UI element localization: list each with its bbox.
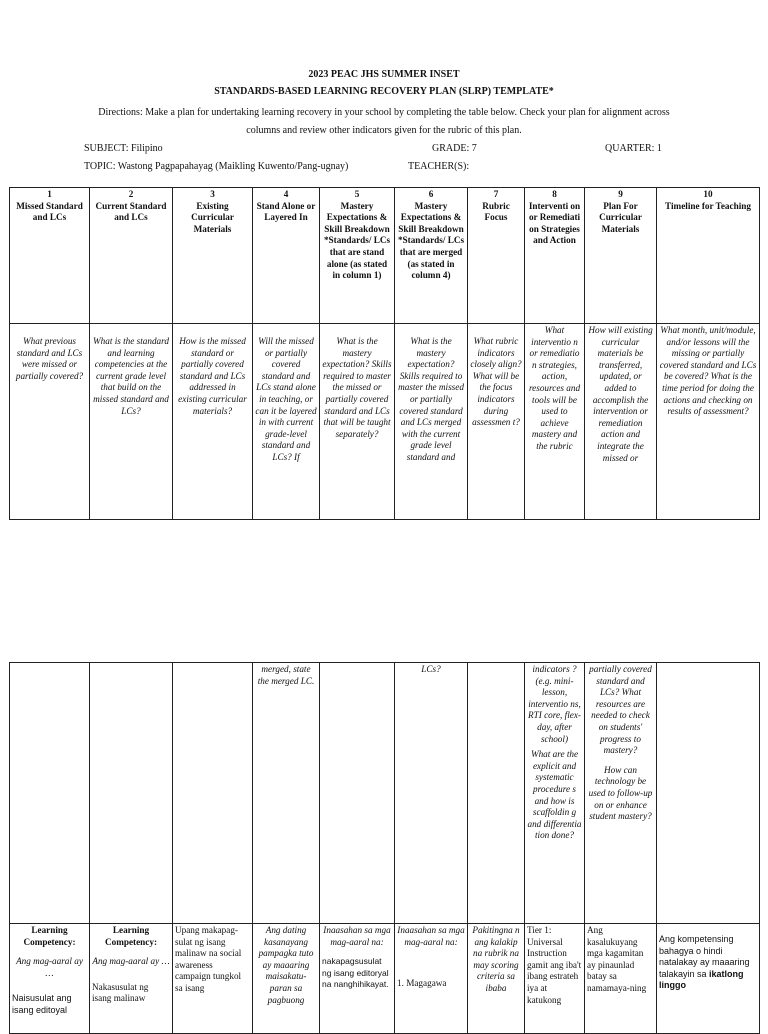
guide-cont-col-6: LCs? [395, 663, 468, 924]
col-8-header [525, 188, 585, 324]
col-7-number: 7 [493, 189, 499, 199]
col-2-number: 2 [128, 189, 134, 199]
guide-cont-col-1 [10, 663, 90, 924]
guide-q-col-5: What is the mastery expectation? Skills required to master the missed or partially covered standard and LCs that will be taught separately? [320, 324, 395, 520]
guide-question-row-continued [10, 663, 760, 924]
guide-cont-col-7 [468, 663, 525, 924]
col-8-number: 8 [552, 189, 557, 199]
col-8-label: Interventi on or Remediati on Strategies and Action [528, 200, 581, 246]
col-4-number: 4 [283, 189, 289, 199]
guide-q-col-3: How is the missed standard or partially covered standard and LCs addressed in existing curricular materials? [173, 324, 253, 520]
teacher-field: TEACHER(S): [408, 161, 470, 172]
c5-expectation-text: nakapagsusulat ng isang editoryal na nanghihikayat. [322, 956, 389, 990]
document-title: 2023 PEAC JHS SUMMER INSET [308, 69, 460, 80]
col-3-label: Existing Curricular Materials [191, 200, 234, 234]
col-3-header [173, 188, 253, 324]
c6-expectation-text: 1. Magagawa [397, 978, 447, 989]
guide-cont-col-10 [657, 663, 760, 924]
content-col-4: Ang dating kasanayang pampagka tuto ay maaaring maisakatu-paran sa pagbuong [253, 924, 320, 1034]
guide-cont-col-3 [173, 663, 253, 924]
col-6-label: Mastery Expectations & Skill Breakdown *Standards/ LCs that are merged (as stated in column 4) [397, 200, 465, 281]
col-10-header [657, 188, 760, 324]
guide-q-col-2: What is the standard and learning competencies at the current grade level that build on the missed standard and LCs? [90, 324, 173, 520]
column-header-row [10, 188, 760, 324]
directions-line-2: columns and review other indicators given for the rubric of this plan. [246, 125, 522, 136]
guide-q-col-1: What previous standard and LCs were missed or partially covered? [10, 324, 90, 520]
guide-cont-col-8-part-a: indicators ? (e.g. mini-lesson, interventio ns, RTI core, flex-day, after school) [528, 664, 581, 744]
c2-student-line: Ang mag-aaral ay … [92, 956, 170, 967]
topic-field: TOPIC: Wastong Pagpapahayag (Maikling Kuwento/Pang-ugnay) [84, 161, 349, 172]
guide-cont-col-8-part-b: What are the explicit and systematic procedure s and how is scaffoldin g and differentia tion done? [527, 749, 582, 841]
c6-expectation-intro: Inaasahan sa mga mag-aaral na: [397, 925, 465, 947]
content-col-10 [657, 924, 760, 1034]
subject-field: SUBJECT: Filipino [84, 143, 163, 154]
content-col-3: Upang makapag-sulat ng isang malinaw na social awareness campaign tungkol sa isang [173, 924, 253, 1034]
guide-cont-col-9-part-a: partially covered standard and LCs? What resources are needed to check on students' progress to mastery? [589, 664, 652, 756]
col-4-header [253, 188, 320, 324]
col-10-label: Timeline for Teaching [665, 200, 751, 211]
slrp-table-page-1 [9, 187, 760, 520]
guide-q-col-6: What is the mastery expectation? Skills required to master the missed or partially covered standard and LCs merged with the current grade level standard and [395, 324, 468, 520]
content-col-8: Tier 1: Universal Instruction gamit ang iba't ibang estrateh iya at katukong [525, 924, 585, 1034]
content-col-9: Ang kasalukuyang mga kagamitan ay pinaunlad batay sa namamaya-ning [585, 924, 657, 1034]
quarter-field: QUARTER: 1 [605, 143, 662, 154]
guide-cont-col-5 [320, 663, 395, 924]
col-7-header [468, 188, 525, 324]
col-5-label: Mastery Expectations & Skill Breakdown *Standards/ LCs that are stand alone (as stated in column 1) [323, 200, 391, 281]
c2-lc-heading: Learning Competency: [104, 925, 158, 947]
guide-cont-col-9 [585, 663, 657, 924]
c1-lc-heading: Learning Competency: [23, 925, 76, 947]
grade-field: GRADE: 7 [432, 143, 477, 154]
col-9-label: Plan For Curricular Materials [599, 200, 642, 234]
guide-q-col-7: What rubric indicators closely align? What will be the focus indicators during assessmen t? [468, 324, 525, 520]
guide-cont-col-4: merged, state the merged LC. [253, 663, 320, 924]
content-col-6 [395, 924, 468, 1034]
guide-question-row [10, 324, 760, 520]
document-subtitle: STANDARDS-BASED LEARNING RECOVERY PLAN (SLRP) TEMPLATE* [214, 86, 554, 97]
col-3-number: 3 [210, 189, 215, 199]
guide-cont-col-9-part-b: How can technology be used to follow-up on or enhance student mastery? [588, 764, 653, 822]
guide-q-col-4: Will the missed or partially covered standard and LCs stand alone in teaching, or can it be layered in with current grade-level standard and LCs? If [253, 324, 320, 520]
col-1-header [10, 188, 90, 324]
col-9-number: 9 [618, 189, 623, 199]
col-7-label: Rubric Focus [482, 200, 510, 223]
c10-timeline-text: Ang kompetensing bahagya o hindi natalakay ay maaaring talakayin sa [659, 934, 750, 979]
c1-student-line: Ang mag-aaral ay … [16, 956, 83, 978]
content-col-1 [10, 924, 90, 1034]
c2-competency-text: Nakasusulat ng isang malinaw [92, 981, 149, 1004]
col-9-header [585, 188, 657, 324]
content-col-5 [320, 924, 395, 1034]
col-2-header [90, 188, 173, 324]
col-5-header [320, 188, 395, 324]
col-1-label: Missed Standard and LCs [16, 200, 83, 223]
guide-cont-col-2 [90, 663, 173, 924]
col-4-label: Stand Alone or Layered In [256, 200, 316, 223]
c5-expectation-intro: Inaasahan sa mga mag-aaral na: [323, 925, 391, 947]
guide-q-col-8: What interventio n or remediatio n strategies, action, resources and tools will be used to achieve mastery and the rubric [525, 324, 585, 520]
c10-timeline-week: ikatlong linggo [659, 968, 744, 991]
directions-line-1: Directions: Make a plan for undertaking learning recovery in your school by completing the table below. Check your plan for alignment across [98, 107, 670, 118]
col-1-number: 1 [47, 189, 52, 199]
col-6-header [395, 188, 468, 324]
c1-competency-text: Naisusulat ang isang editoyal [12, 993, 72, 1015]
col-10-number: 10 [703, 189, 713, 199]
content-row [10, 924, 760, 1034]
slrp-table-page-2 [9, 662, 760, 1034]
col-5-number: 5 [354, 189, 360, 199]
guide-q-col-9: How will existing curricular materials be transferred, updated, or added to accomplish the intervention or remediation action and integrate the missed or [585, 324, 657, 520]
guide-cont-col-8 [525, 663, 585, 924]
content-col-7: Pakitingna n ang kalakip na rubrik na may scoring criteria sa ibaba [468, 924, 525, 1034]
col-2-label: Current Standard and LCs [95, 200, 167, 223]
content-col-2 [90, 924, 173, 1034]
guide-q-col-10: What month, unit/module, and/or lessons will the missing or partially covered standard and LCs be covered? What is the time period for doing the actions and checking on results of assessment? [657, 324, 760, 520]
col-6-number: 6 [428, 189, 434, 199]
